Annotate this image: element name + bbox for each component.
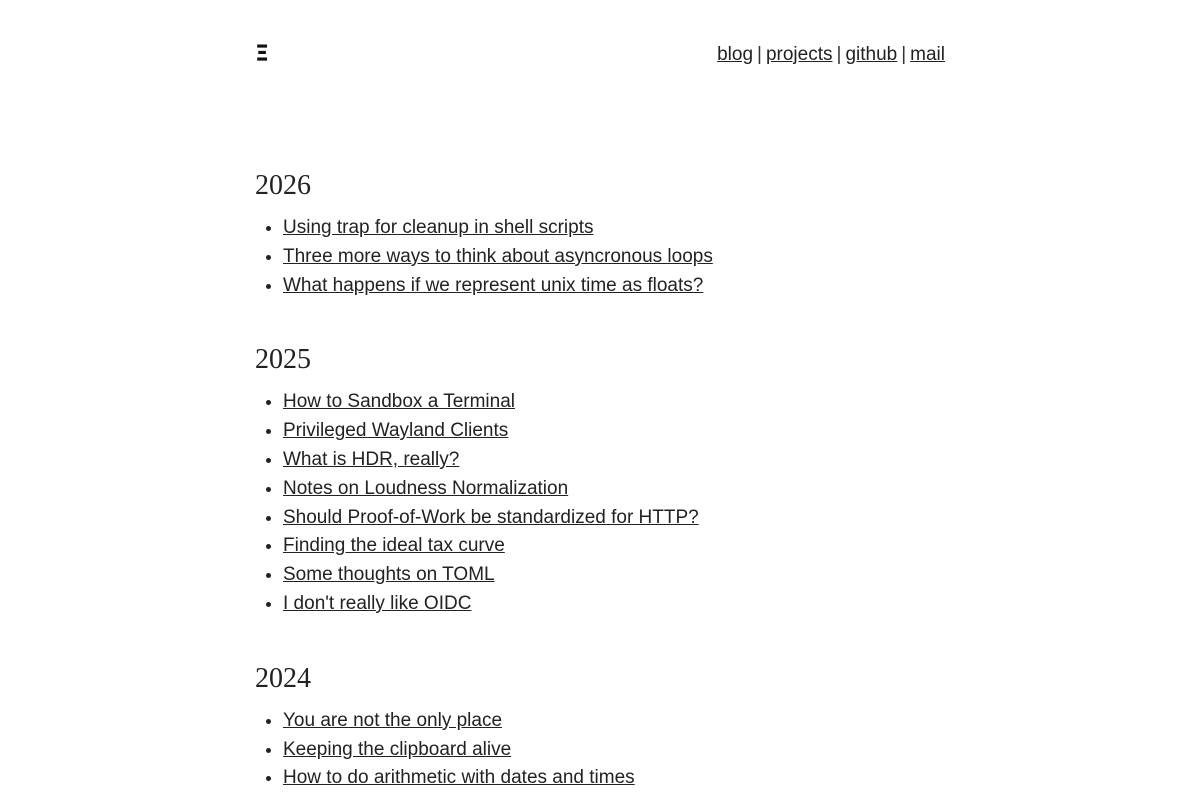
list-item <box>283 475 945 504</box>
year-section-2026 <box>255 170 945 300</box>
nav-link-blog[interactable]: blog <box>717 44 754 65</box>
post-link[interactable]: Should Proof-of-Work be standardized for HTTP? <box>283 506 699 528</box>
year-heading: 2026 <box>255 170 311 201</box>
nav-separator: | <box>901 44 907 65</box>
post-link[interactable]: Privileged Wayland Clients <box>283 420 509 442</box>
list-item <box>283 243 945 272</box>
post-link[interactable]: What happens if we represent unix time as floats? <box>283 274 704 296</box>
page <box>255 0 945 793</box>
post-link[interactable]: Notes on Loudness Normalization <box>283 477 569 499</box>
nav-link-projects[interactable]: projects <box>765 44 833 65</box>
list-item <box>283 532 945 561</box>
year-heading: 2024 <box>255 662 311 694</box>
post-link[interactable]: Keeping the clipboard alive <box>283 738 512 760</box>
nav-separator: | <box>836 44 842 65</box>
post-link[interactable]: I don't really like OIDC <box>283 592 472 614</box>
list-item <box>283 764 945 793</box>
list-item <box>283 417 945 446</box>
post-link[interactable]: Some thoughts on TOML <box>283 564 495 586</box>
post-link[interactable]: Three more ways to think about asyncronous loops <box>283 245 713 267</box>
list-item <box>283 736 945 765</box>
list-item <box>283 590 945 619</box>
post-list <box>255 707 945 793</box>
year-heading: 2025 <box>255 344 311 376</box>
post-list <box>255 388 945 618</box>
post-link[interactable]: Using trap for cleanup in shell scripts <box>283 217 594 238</box>
site-logo[interactable]: Ξ <box>255 42 269 67</box>
list-item <box>283 561 945 590</box>
list-item <box>283 272 945 301</box>
list-item <box>283 446 945 475</box>
post-link[interactable]: What is HDR, really? <box>283 448 460 470</box>
list-item <box>283 707 945 736</box>
post-link[interactable]: Finding the ideal tax curve <box>283 535 505 557</box>
year-section-2025 <box>255 344 945 618</box>
list-item <box>283 388 945 417</box>
nav-separator: | <box>757 44 762 65</box>
list-item <box>283 214 945 243</box>
nav-link-github[interactable]: github <box>845 44 898 65</box>
site-header <box>255 0 945 110</box>
post-link[interactable]: How to do arithmetic with dates and times <box>283 767 635 789</box>
list-item <box>283 504 945 533</box>
post-link[interactable]: How to Sandbox a Terminal <box>283 391 515 413</box>
top-nav <box>717 43 945 67</box>
year-section-2024 <box>255 663 945 793</box>
nav-link-mail[interactable]: mail <box>910 44 945 65</box>
post-link[interactable]: You are not the only place <box>283 709 503 731</box>
post-list <box>255 214 945 300</box>
